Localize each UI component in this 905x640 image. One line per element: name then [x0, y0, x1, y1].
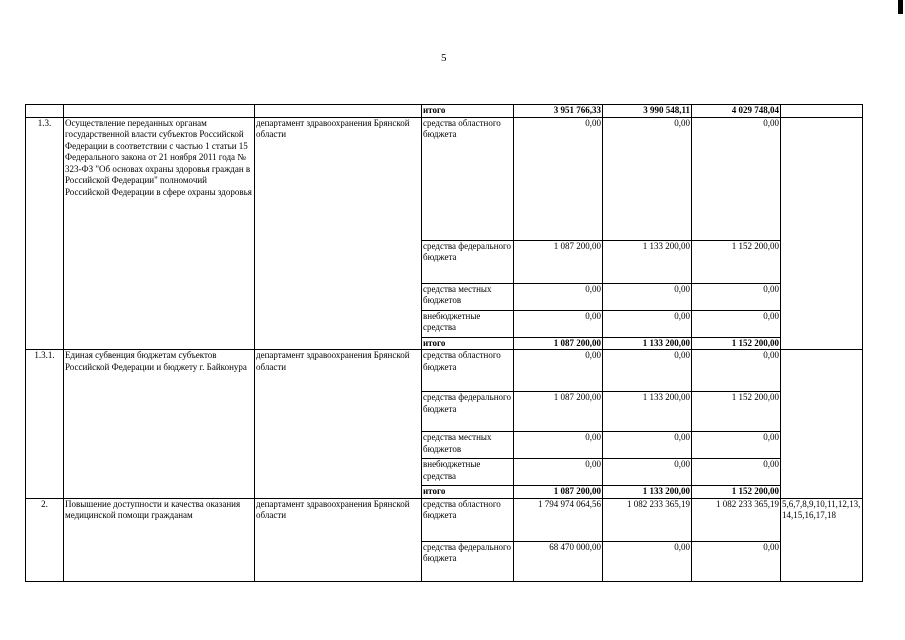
- value-cell: 0,00: [514, 432, 603, 459]
- indicator-codes: 5,6,7,8,9,10,11,12,13,14,15,16,17,18: [781, 498, 863, 581]
- executor: департамент здравоохранения Брянской области: [255, 117, 422, 350]
- table-row: [26, 117, 863, 240]
- item-name: Повышение доступности и качества оказания медицинской помощи гражданам: [64, 498, 255, 581]
- value-cell: 68 470 000,00: [514, 541, 603, 581]
- table-row: [26, 105, 863, 118]
- value-cell: 0,00: [514, 310, 603, 337]
- value-cell: 1 087 200,00: [514, 240, 603, 283]
- value-cell: 1 152 200,00: [692, 486, 781, 499]
- item-name: Осуществление переданных органам государственной власти субъектов Российской Федерации в соответствии с частью 1 статьи 15 Федерального закона от 21 ноября 2011 года № 323-ФЗ "Об основах охраны здоровья граждан в Российской Федерации" полномочий Российской Федерации в сфере охраны здоровья: [64, 117, 255, 350]
- value-cell: 1 082 233 365,19: [603, 498, 692, 541]
- table-body: [26, 105, 863, 582]
- value-cell: 0,00: [514, 117, 603, 240]
- item-name: Единая субвенция бюджетам субъектов Российской Федерации и бюджету г. Байконура: [64, 350, 255, 499]
- source-cell: средства областного бюджета: [422, 498, 514, 541]
- value-cell: 4 029 748,04: [692, 105, 781, 118]
- source-cell: средства местных бюджетов: [422, 432, 514, 459]
- value-cell: 0,00: [514, 283, 603, 310]
- indicator-codes: [781, 117, 863, 350]
- value-cell: 0,00: [603, 310, 692, 337]
- value-cell: 1 152 200,00: [692, 337, 781, 350]
- value-cell: 0,00: [692, 350, 781, 392]
- value-cell: 1 133 200,00: [603, 392, 692, 432]
- item-number: 2.: [26, 498, 64, 581]
- value-cell: 1 133 200,00: [603, 240, 692, 283]
- value-cell: 3 951 766,33: [514, 105, 603, 118]
- source-cell: внебюджетные средства: [422, 459, 514, 486]
- value-cell: 0,00: [603, 459, 692, 486]
- source-cell: итого: [422, 105, 514, 118]
- value-cell: 1 087 200,00: [514, 392, 603, 432]
- source-cell: итого: [422, 337, 514, 350]
- value-cell: 0,00: [603, 350, 692, 392]
- value-cell: 0,00: [692, 117, 781, 240]
- value-cell: 0,00: [603, 432, 692, 459]
- scan-mark: [898, 0, 903, 14]
- value-cell: 0,00: [692, 541, 781, 581]
- value-cell: 0,00: [692, 283, 781, 310]
- value-cell: 1 082 233 365,19: [692, 498, 781, 541]
- value-cell: 0,00: [514, 459, 603, 486]
- budget-table: [25, 104, 863, 582]
- table-row: [26, 350, 863, 392]
- item-number: 1.3.1.: [26, 350, 64, 499]
- value-cell: 1 133 200,00: [603, 486, 692, 499]
- page-number: 5: [441, 52, 447, 64]
- value-cell: 0,00: [603, 117, 692, 240]
- value-cell: 0,00: [692, 459, 781, 486]
- source-cell: средства федерального бюджета: [422, 240, 514, 283]
- source-cell: средства местных бюджетов: [422, 283, 514, 310]
- value-cell: 0,00: [692, 432, 781, 459]
- table-row: [26, 498, 863, 541]
- executor: департамент здравоохранения Брянской области: [255, 350, 422, 499]
- indicator-codes: [781, 350, 863, 499]
- source-cell: средства областного бюджета: [422, 117, 514, 240]
- value-cell: 1 133 200,00: [603, 337, 692, 350]
- item-number: 1.3.: [26, 117, 64, 350]
- value-cell: 1 087 200,00: [514, 337, 603, 350]
- value-cell: 1 152 200,00: [692, 240, 781, 283]
- source-cell: средства федерального бюджета: [422, 392, 514, 432]
- value-cell: 1 087 200,00: [514, 486, 603, 499]
- value-cell: 0,00: [692, 310, 781, 337]
- value-cell: 0,00: [603, 541, 692, 581]
- value-cell: 1 152 200,00: [692, 392, 781, 432]
- value-cell: 0,00: [603, 283, 692, 310]
- value-cell: 0,00: [514, 350, 603, 392]
- source-cell: итого: [422, 486, 514, 499]
- value-cell: 3 990 548,11: [603, 105, 692, 118]
- value-cell: 1 794 974 064,56: [514, 498, 603, 541]
- source-cell: средства областного бюджета: [422, 350, 514, 392]
- source-cell: внебюджетные средства: [422, 310, 514, 337]
- source-cell: средства федерального бюджета: [422, 541, 514, 581]
- executor: департамент здравоохранения Брянской области: [255, 498, 422, 581]
